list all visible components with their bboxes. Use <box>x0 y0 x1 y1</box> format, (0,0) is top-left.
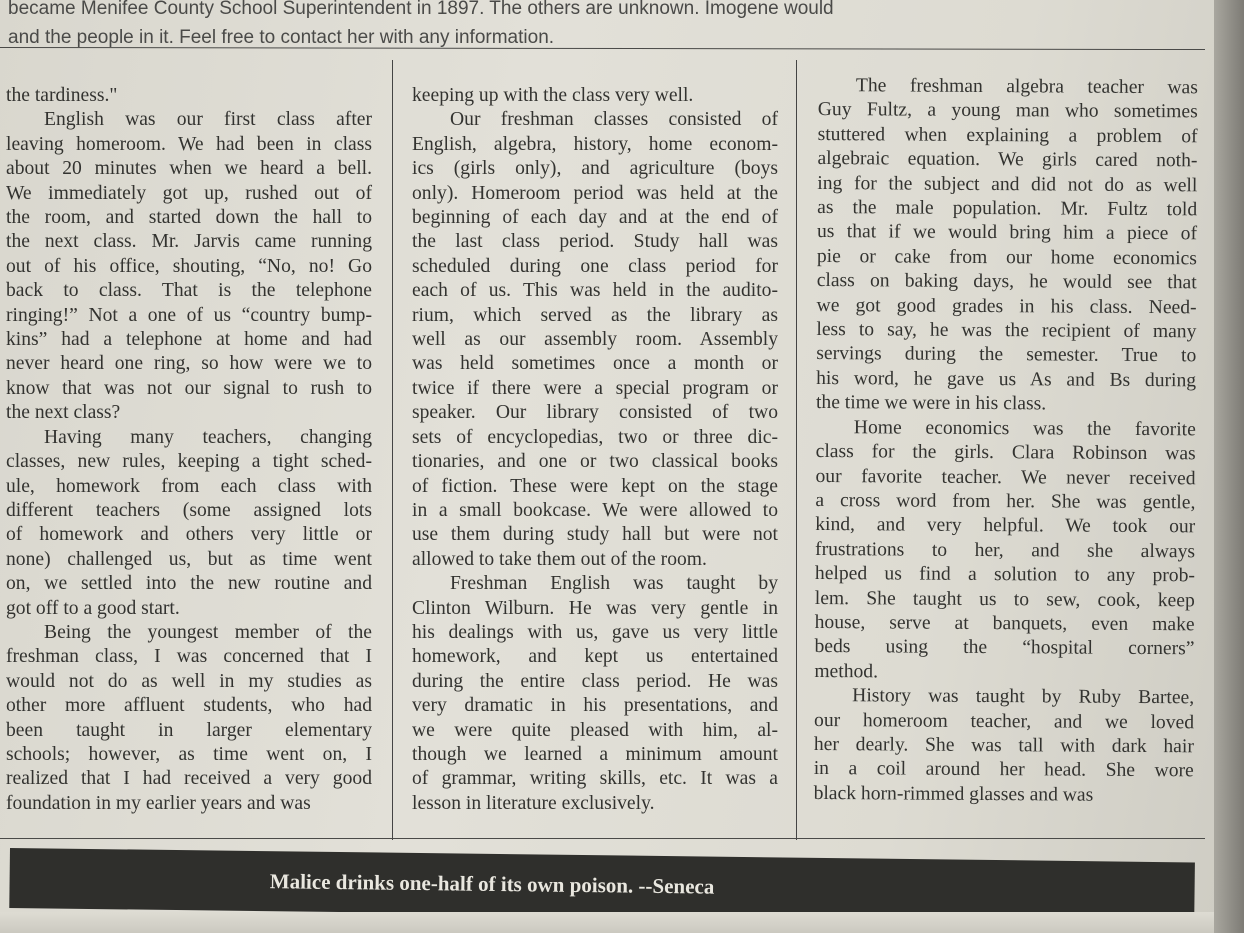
text-line: kind, and very helpful. We took our <box>815 514 1196 538</box>
text-line: Clinton Wilburn. He was very gentle in <box>412 597 778 619</box>
text-line: we were quite pleased with him, al- <box>412 719 778 741</box>
article-paragraph <box>814 416 1196 687</box>
text-line: beds using the “hospital corners” <box>814 636 1195 660</box>
quote-text: Malice drinks one-half of its own poison. --Seneca <box>269 868 715 899</box>
text-line: in a small bookcase. We were allowed to <box>412 499 778 521</box>
text-line: servings during the semester. True to <box>816 343 1197 367</box>
text-line: Freshman English was taught by <box>450 573 778 595</box>
text-line: less to say, he was the recipient of many <box>816 319 1197 343</box>
article-paragraph <box>6 621 372 816</box>
text-line: never heard one ring, so how were we to <box>6 353 372 375</box>
bottom-rule <box>0 838 1205 839</box>
article-paragraph <box>6 84 372 108</box>
article-paragraph <box>816 74 1198 418</box>
text-line: English was our first class after <box>44 109 372 131</box>
text-line: twice if there were a special program or <box>412 377 778 399</box>
text-line: speaker. Our library consisted of two <box>412 402 778 424</box>
text-line: rium, which served as the library as <box>412 304 778 326</box>
text-line: schools; however, as time went on, I <box>6 743 372 765</box>
text-line: kins” had a telephone at home and had <box>6 329 372 351</box>
text-line: stuttered when explaining a problem of <box>817 123 1198 148</box>
text-line: was held sometimes once a month or <box>412 353 778 375</box>
text-line: class on baking days, he would see that <box>816 270 1197 294</box>
text-line: tionaries, and one or two classical books <box>412 451 778 473</box>
article-paragraph <box>6 426 372 621</box>
text-line: house, serve at banquets, even make <box>814 611 1195 636</box>
text-line: foundation in my earlier years and was <box>6 792 311 814</box>
article-paragraph <box>6 108 372 425</box>
text-line: other more affluent students, who had <box>6 695 372 717</box>
text-line: very dramatic in his presentations, and <box>412 695 778 717</box>
text-line: a cross word from her. She was gentle, <box>815 489 1196 514</box>
text-line: back to class. That is the telephone <box>6 280 372 302</box>
text-line: lesson in literature exclusively. <box>412 792 655 814</box>
text-line: on, we settled into the new routine and <box>6 573 372 595</box>
text-line: History was taught by Ruby Bartee, <box>852 685 1195 709</box>
text-line: the room, and started down the hall to <box>6 207 372 229</box>
text-line: of grammar, writing skills, etc. It was a <box>412 768 778 790</box>
text-line: Having many teachers, changing <box>44 426 372 448</box>
text-line: Being the youngest member of the <box>44 621 372 643</box>
text-line: keeping up with the class very well. <box>412 85 694 106</box>
text-line: none) challenged us, but as time went <box>6 548 372 570</box>
text-line: during the entire class period. He was <box>412 670 778 692</box>
article-paragraph <box>412 572 778 816</box>
text-line: ringing!” Not a one of us “country bump- <box>6 304 372 326</box>
text-line: different teachers (some assigned lots <box>6 499 372 521</box>
text-line: Our freshman classes consisted of <box>450 109 778 131</box>
text-line: leaving homeroom. We had been in class <box>6 133 372 155</box>
text-line: Guy Fultz, a young man who sometimes <box>817 99 1198 123</box>
article-column-1 <box>6 84 372 816</box>
article-column-3 <box>814 74 1198 808</box>
text-line: our homeroom teacher, and we loved <box>813 709 1195 733</box>
text-line: each of us. This was held in the audito- <box>412 280 778 302</box>
text-line: ics (girls only), and agriculture (boys <box>412 158 778 180</box>
text-line: lem. She taught us to sew, cook, keep <box>814 587 1195 611</box>
page-bottom <box>0 912 1214 933</box>
text-line: Home economics was the favorite <box>853 416 1196 441</box>
text-line: got off to a good start. <box>6 597 180 619</box>
text-line: the last class period. Study hall was <box>412 231 778 253</box>
text-line: would not do as well in my studies as <box>6 670 372 692</box>
text-line: ule, homework from each class with <box>6 475 372 497</box>
column-divider <box>392 60 393 840</box>
article-paragraph <box>814 684 1195 808</box>
text-line: though we learned a minimum amount <box>412 743 778 765</box>
text-line: classes, new rules, keeping a tight sched- <box>6 451 372 473</box>
text-line: pie or cake from our home economics <box>816 245 1197 270</box>
text-line: class for the girls. Clara Robinson was <box>815 441 1196 465</box>
text-line: method. <box>814 660 879 683</box>
article-paragraph <box>412 108 778 572</box>
top-note-line: and the people in it. Feel free to contact her with any information. <box>8 27 555 48</box>
text-line: only). Homeroom period was held at the <box>412 182 778 204</box>
column-divider <box>796 60 797 840</box>
text-line: algebraic equation. We girls cared noth- <box>817 148 1198 172</box>
text-line: of homework and others very little or <box>6 524 372 546</box>
text-line: know that was not our signal to rush to <box>6 377 372 399</box>
text-line: the next class. Mr. Jarvis came running <box>6 231 372 253</box>
text-line: sets of encyclopedias, two or three dic- <box>412 426 778 448</box>
text-line: well as our assembly room. Assembly <box>412 329 778 351</box>
text-line: black horn-rimmed glasses and was <box>813 782 1094 806</box>
top-note-line: became Menifee County School Superintendent in 1897. The others are unknown. Imogene would <box>8 0 834 19</box>
article-paragraph <box>412 84 778 108</box>
text-line: scheduled during one class period for <box>412 255 778 277</box>
text-line: use them during study hall but were not <box>412 524 778 546</box>
text-line: We immediately got up, rushed out of <box>6 182 372 204</box>
text-line: helped us find a solution to any prob- <box>814 563 1196 587</box>
text-line: allowed to take them out of the room. <box>412 548 707 570</box>
text-line: frustrations to her, and she always <box>815 538 1196 563</box>
text-line: her dearly. She was tall with dark hair <box>813 733 1194 758</box>
text-line: realized that I had received a very good <box>6 768 372 790</box>
text-line: his dealings with us, gave us very little <box>412 621 778 643</box>
text-line: in a coil around her head. She wore <box>813 758 1194 782</box>
text-line: homework, and kept us entertained <box>412 646 778 668</box>
text-line: The freshman algebra teacher was <box>855 75 1198 99</box>
text-line: been taught in larger elementary <box>6 719 372 741</box>
text-line: the tardiness." <box>6 85 118 106</box>
text-line: about 20 minutes when we heard a bell. <box>6 158 372 180</box>
text-line: English, algebra, history, home econom- <box>412 133 778 155</box>
text-line: as the male population. Mr. Fultz told <box>817 197 1198 221</box>
page-edge <box>1214 0 1244 933</box>
text-line: his word, he gave us As and Bs during <box>816 367 1197 392</box>
text-line: we got good grades in his class. Need- <box>816 294 1197 318</box>
text-line: our favorite teacher. We never received <box>815 465 1196 489</box>
text-line: ing for the subject and did not do as well <box>817 172 1198 196</box>
text-line: us that if we would bring him a piece of <box>816 221 1198 245</box>
text-line: the next class? <box>6 402 121 424</box>
article-column-2 <box>412 84 778 816</box>
text-line: the time we were in his class. <box>815 392 1047 415</box>
text-line: freshman class, I was concerned that I <box>6 646 372 668</box>
text-line: beginning of each day and at the end of <box>412 207 778 229</box>
top-note <box>8 0 1198 52</box>
text-line: of fiction. These were kept on the stage <box>412 475 778 497</box>
text-line: out of his office, shouting, “No, no! Go <box>6 255 372 277</box>
